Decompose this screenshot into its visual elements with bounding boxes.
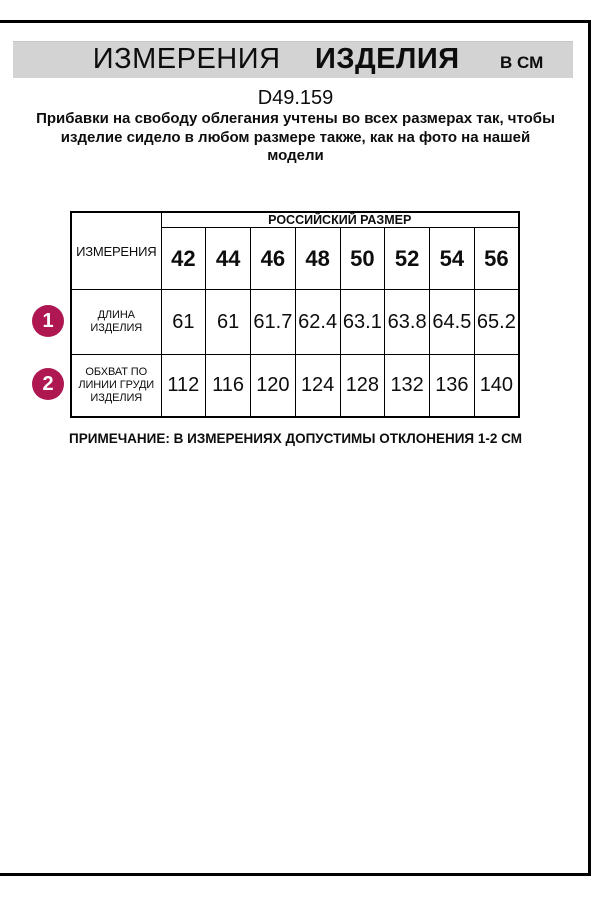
measurements-table [70,211,520,418]
size-cell: 50 [340,228,385,290]
value-cell: 120 [251,355,296,417]
size-cell: 46 [251,228,296,290]
fit-description-line: изделие сидело в любом размере также, как на фото на нашей [60,128,531,146]
value-cell: 116 [206,355,251,417]
header-bar [13,41,573,78]
fit-description [0,110,591,166]
header-unit-label: В СМ [500,53,544,72]
header-title-measurements: ИЗМЕРЕНИЯ [92,43,281,75]
tolerance-note: ПРИМЕЧАНИЕ: В ИЗМЕРЕНИЯХ ДОПУСТИМЫ ОТКЛОНЕНИЯ 1-2 СМ [69,431,522,446]
value-cell: 140 [474,355,519,417]
fit-description-line: модели [267,147,324,164]
value-cell: 64.5 [430,290,475,355]
value-cell: 112 [161,355,206,417]
value-cell: 61 [206,290,251,355]
fit-description-line: Прибавки на свободу облегания учтены во всех размерах так, чтобы [36,110,555,127]
table-row-length [71,290,519,355]
size-cell: 56 [474,228,519,290]
russian-size-header-cell: РОССИЙСКИЙ РАЗМЕР [161,212,519,228]
value-cell: 62.4 [295,290,340,355]
value-cell: 61.7 [251,290,296,355]
table-row-chest [71,355,519,417]
value-cell: 65.2 [474,290,519,355]
value-cell: 132 [385,355,430,417]
value-cell: 63.8 [385,290,430,355]
row-marker-1: 1 [32,305,64,337]
product-code: D49.159 [257,87,334,109]
header-title-garment: ИЗДЕЛИЯ [315,43,460,75]
table-row-size-group-header [71,212,519,228]
row-label-length: ДЛИНА ИЗДЕЛИЯ [71,290,161,355]
value-cell: 124 [295,355,340,417]
page-frame-bottom-rule [0,873,591,876]
size-cell: 52 [385,228,430,290]
size-cell: 44 [206,228,251,290]
size-cell: 54 [430,228,475,290]
value-cell: 61 [161,290,206,355]
size-cell: 48 [295,228,340,290]
corner-header-cell: ИЗМЕРЕНИЯ [71,212,161,290]
size-cell: 42 [161,228,206,290]
value-cell: 136 [430,355,475,417]
value-cell: 63.1 [340,290,385,355]
page-frame-top-rule [0,20,591,23]
row-label-chest: ОБХВАТ ПО ЛИНИИ ГРУДИ ИЗДЕЛИЯ [71,355,161,417]
row-marker-2: 2 [32,368,64,400]
value-cell: 128 [340,355,385,417]
